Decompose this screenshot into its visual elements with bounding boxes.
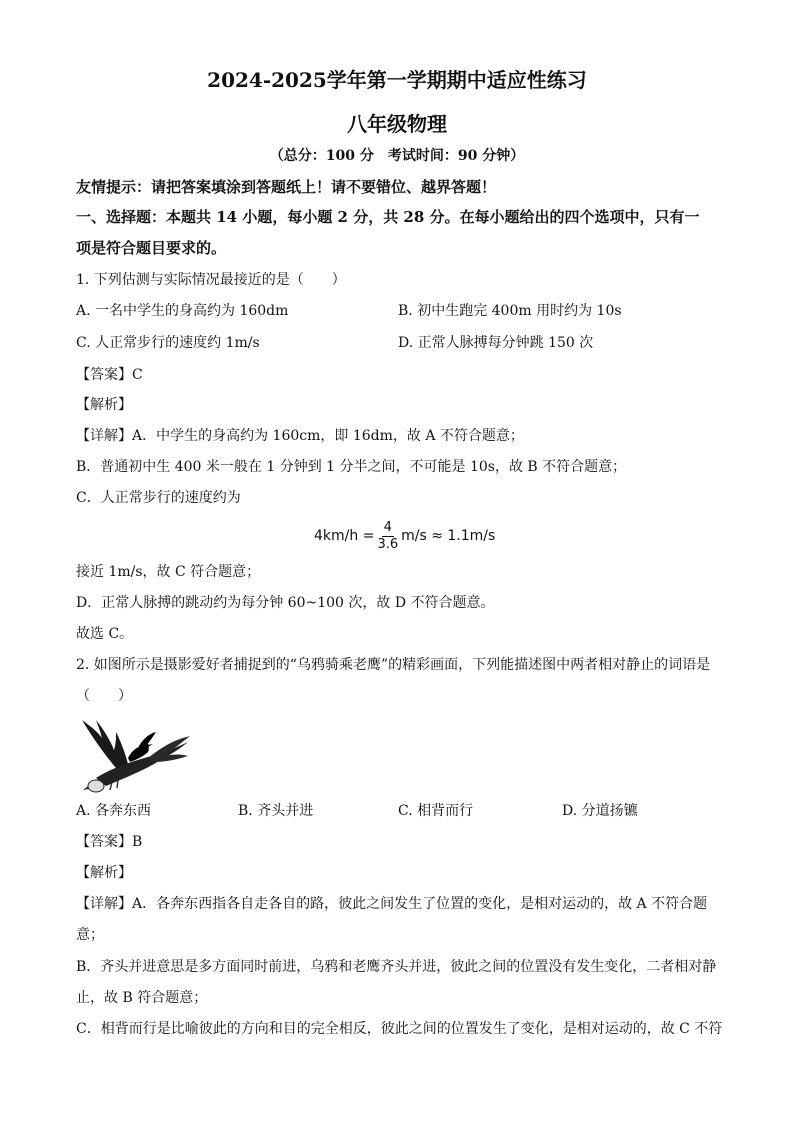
q1-option-d: D. 正常人脉搏每分钟跳 150 次	[398, 335, 594, 351]
formula-lhs: 4km/h =	[314, 528, 375, 544]
exam-subtitle: 八年级物理	[347, 112, 447, 136]
section-heading-line1: 一、选择题：本题共 14 小题，每小题 2 分，共 28 分。在每小题给出的四个选项中，只有一	[76, 208, 700, 226]
q2-detail-line: C．相背而行是比喻彼此的方向和目的完全相反，彼此之间的位置发生了变化，是相对运动的，故 C 不符	[76, 1021, 723, 1037]
q1-detail-line: 【详解】A．中学生的身高约为 160cm，即 16dm，故 A 不符合题意；	[76, 428, 524, 444]
speed-formula	[314, 516, 495, 556]
formula-numerator: 4	[383, 519, 392, 535]
q2-stem-line2: （ ）	[76, 688, 132, 704]
q2-stem-line1: 2. 如图所示是摄影爱好者捕捉到的“乌鸦骑乘老鹰”的精彩画面，下列能描述图中两者相对静止的词语是	[76, 657, 711, 673]
crow-riding-eagle-image	[76, 716, 192, 794]
exam-info: （总分：100 分 考试时间：90 分钟）	[269, 148, 525, 164]
exam-title: 2024-2025学年第一学期期中适应性练习	[207, 68, 587, 92]
q2-answer: 【答案】B	[76, 834, 143, 850]
q1-conclusion: 故选 C。	[76, 626, 134, 642]
q1-detail-after-line: D．正常人脉搏的跳动约为每分钟 60~100 次，故 D 不符合题意。	[76, 595, 495, 611]
section-heading-line2: 项是符合题目要求的。	[76, 239, 227, 257]
q1-option-a: A. 一名中学生的身高约为 160dm	[76, 303, 289, 319]
q2-detail-line: 止，故 B 符合题意；	[76, 990, 208, 1006]
q1-detail-after-line: 接近 1m/s，故 C 符合题意；	[76, 564, 261, 580]
formula-denominator: 3.6	[377, 536, 399, 552]
q1-option-c: C. 人正常步行的速度约 1m/s	[76, 335, 260, 351]
formula-fraction	[377, 520, 398, 553]
q2-option-d: D. 分道扬镳	[562, 803, 638, 819]
q2-detail-line: 意；	[76, 927, 104, 943]
q1-answer: 【答案】C	[76, 367, 143, 383]
q2-option-b: B. 齐头并进	[238, 803, 314, 819]
q1-stem: 1. 下列估测与实际情况最接近的是（ ）	[76, 272, 346, 288]
formula-rhs: m/s ≈ 1.1m/s	[401, 528, 496, 544]
friendly-tip: 友情提示：请把答案填涂到答题纸上！请不要错位、越界答题！	[76, 178, 497, 196]
q1-analysis-label: 【解析】	[76, 397, 132, 413]
q2-option-c: C. 相背而行	[398, 803, 474, 819]
q1-option-b: B. 初中生跑完 400m 用时约为 10s	[398, 303, 622, 319]
q2-detail-line: B．齐头并进意思是多方面同时前进，乌鸦和老鹰齐头并进，彼此之间的位置没有发生变化，二者相对静	[76, 959, 717, 975]
q1-detail-line: B．普通初中生 400 米一般在 1 分钟到 1 分半之间，不可能是 10s，故 B 不符合题意；	[76, 459, 627, 475]
q1-detail-line: C．人正常步行的速度约为	[76, 490, 241, 506]
q2-analysis-label: 【解析】	[76, 865, 132, 881]
q2-detail-line: 【详解】A．各奔东西指各自走各自的路，彼此之间发生了位置的变化，是相对运动的，故 A 不符合题	[76, 896, 708, 912]
q2-option-a: A. 各奔东西	[76, 803, 152, 819]
